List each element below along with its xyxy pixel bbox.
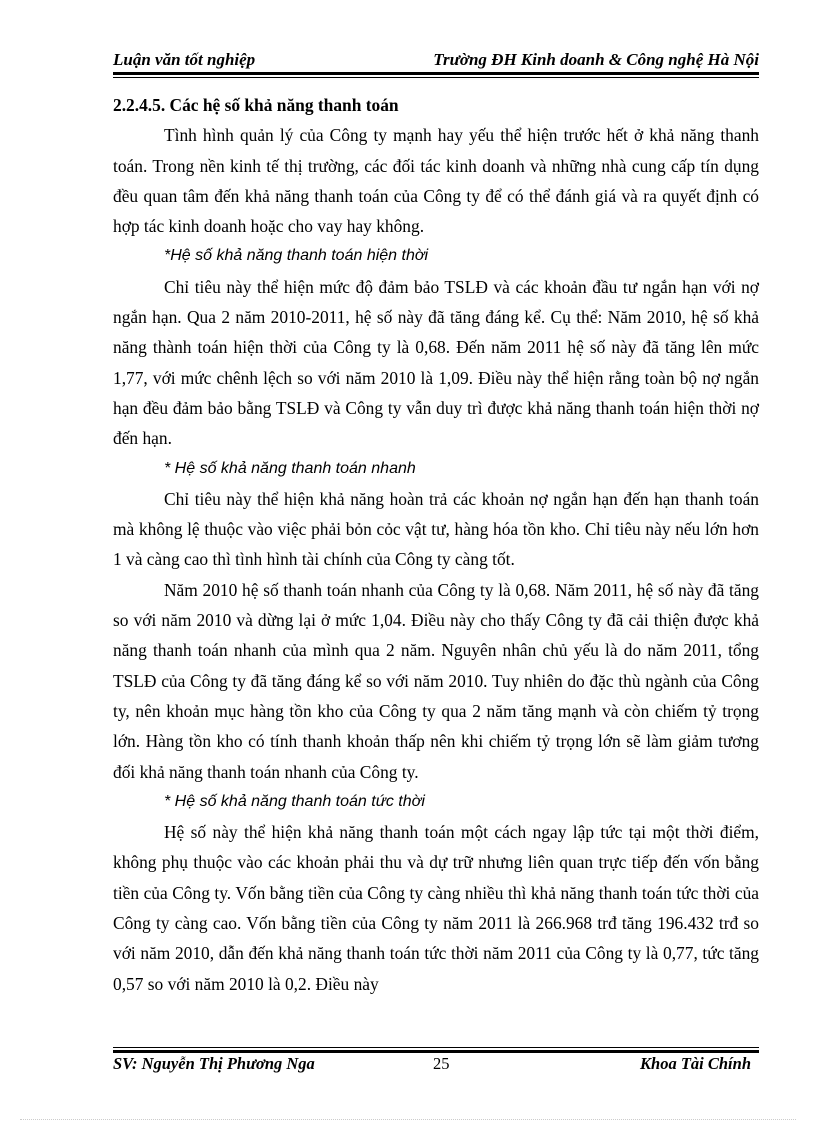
section-heading: 2.2.4.5. Các hệ số khả năng thanh toán [113, 95, 399, 115]
subheading-quick-ratio: * Hệ số khả năng thanh toán nhanh [164, 459, 416, 477]
header-university-name: Trường ĐH Kinh doanh & Công nghệ Hà Nội [433, 50, 759, 69]
page-number: 25 [433, 1054, 450, 1073]
page-bottom-border [20, 1119, 796, 1120]
paragraph-intro: Tình hình quản lý của Công ty mạnh hay yếu thể hiện trước hết ở khả năng thanh toán. Trong nền kinh tế thị trường, các đối tác kinh doanh và những nhà cung cấp tín dụng đều quan tâm đến khả năng thanh toán của Công ty để có thể đánh giá và ra quyết định có hợp tác kinh doanh hoặc cho vay hay không. [113, 125, 759, 237]
paragraph-quick-ratio-analysis: Năm 2010 hệ số thanh toán nhanh của Công ty là 0,68. Năm 2011, hệ số này đã tăng so với năm 2010 và dừng lại ở mức 1,04. Điều này cho thấy Công ty đã cải thiện được khả năng thanh toán nhanh của mình qua 2 năm. Nguyên nhân chủ yếu là do năm 2011, tổng TSLĐ của Công ty đã tăng đáng kể so với năm 2010. Tuy nhiên do đặc thù ngành của Công ty, nên khoản mục hàng tồn kho của Công ty qua 2 năm tăng mạnh và còn chiếm tỷ trọng lớn. Hàng tồn kho có tính thanh khoản thấp nên khi chiếm tỷ trọng lớn sẽ làm giảm tương đối khả năng thanh toán nhanh của Công ty. [113, 579, 759, 782]
header-rule-thick [113, 72, 759, 75]
page-body [113, 90, 759, 999]
paragraph-current-ratio: Chỉ tiêu này thể hiện mức độ đảm bảo TSLĐ và các khoản đầu tư ngắn hạn với nợ ngắn hạn. Qua 2 năm 2010-2011, hệ số này đã tăng đáng kể. Cụ thể: Năm 2010, hệ số khả năng thành toán hiện thời của Công ty là 0,68. Đến năm 2011 hệ số này đã tăng lên mức 1,77, với mức chênh lệch so với năm 2010 là 1,09. Điều này thể hiện rằng toàn bộ nợ ngắn hạn đều đảm bảo bằng TSLĐ và Công ty vẫn duy trì được khả năng thanh toán hiện thời nợ đến hạn. [113, 276, 759, 449]
subheading-cash-ratio: * Hệ số khả năng thanh toán tức thời [164, 792, 425, 810]
header-thesis-label: Luận văn tốt nghiệp [113, 50, 256, 69]
paragraph-quick-ratio-definition: Chỉ tiêu này thể hiện khả năng hoàn trả các khoản nợ ngắn hạn đến hạn thanh toán mà không lệ thuộc vào việc phải bỏn cỏc vật tư, hàng hóa tồn kho. Chỉ tiêu này nếu lớn hơn 1 và càng cao thì tình hình tài chính của Công ty càng tốt. [113, 488, 759, 570]
footer-rule-thin [113, 1047, 759, 1048]
footer-rule-thick [113, 1050, 759, 1053]
paragraph-cash-ratio: Hệ số này thể hiện khả năng thanh toán một cách ngay lập tức tại một thời điểm, không phụ thuộc vào các khoản phải thu và dự trữ nhưng liên quan trực tiếp đến vốn bằng tiền của Công ty. Vốn bằng tiền của Công ty càng nhiều thì khả năng thanh toán tức thời của Công ty càng cao. Vốn bằng tiền của Công ty năm 2011 là 266.968 trđ tăng 196.432 trđ so với năm 2010, dẫn đến khả năng thanh toán tức thời năm 2011 của Công ty là 0,77, tức tăng 0,57 so với năm 2010 là 0,2. Điều này [113, 822, 759, 994]
header-rule-thin [113, 77, 759, 78]
footer-student-name: SV: Nguyễn Thị Phương Nga [113, 1054, 315, 1073]
footer-faculty: Khoa Tài Chính [640, 1054, 751, 1073]
page-footer [113, 1054, 759, 1080]
subheading-current-ratio: *Hệ số khả năng thanh toán hiện thời [164, 247, 429, 265]
page-header [113, 48, 759, 74]
